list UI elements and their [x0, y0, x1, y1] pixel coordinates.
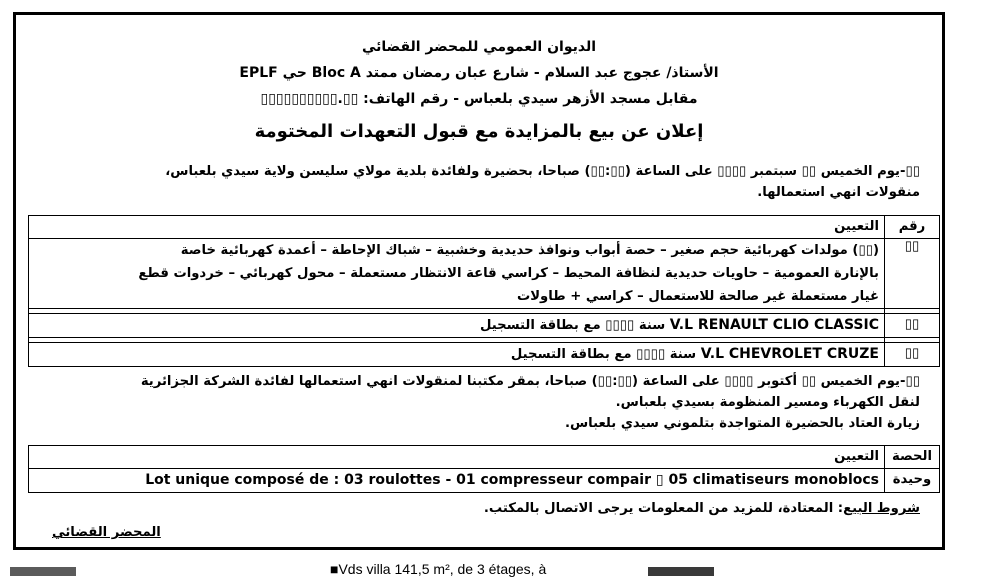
- sale-conditions: [34, 501, 920, 516]
- office-name: الديوان العمومي للمحضر القضائي: [361, 39, 597, 55]
- row-num: ▯▯: [885, 314, 940, 338]
- vehicle-year: سنة ▯▯▯▯ مع بطاقة التسجيل: [479, 318, 666, 333]
- sale2-intro: [34, 371, 920, 434]
- conditions-label: شروط البيع: [843, 501, 920, 516]
- sale1-table: [28, 215, 940, 367]
- row-num: ▯▯: [885, 343, 940, 367]
- row-desc-line: بالإنارة العمومية – حاويات حديدية لنظافة المحيط – كراسي قاعة الانتظار مستعملة – محول كهربائي – خردوات قطع: [138, 266, 879, 281]
- signature: المحضر القضائي: [52, 525, 161, 540]
- row-desc: [29, 343, 885, 367]
- row-desc-line: غيار مستعملة غير صالحة للاستعمال – كراسي + طاولات: [516, 289, 879, 304]
- col-num-header: رقم: [885, 216, 940, 239]
- vehicle-model: V.L CHEVROLET CRUZE: [700, 346, 879, 362]
- adjacent-ad-block: [10, 567, 76, 576]
- adjacent-ad-block: [648, 567, 714, 576]
- lot-description: Lot unique composé de : 03 roulottes - 01 compresseur compair ▯ 05 climatiseurs monoblocs: [145, 472, 879, 488]
- col-desc-header: التعيين: [29, 446, 885, 469]
- vehicle-year: سنة ▯▯▯▯ مع بطاقة التسجيل: [510, 347, 697, 362]
- sale1-line1: ▯▯-يوم الخميس ▯▯ سبتمبر ▯▯▯▯ على الساعة (▯▯:▯▯) صباحا، بحضيرة ولفائدة بلدية مولاي سليسن ولاية سيدي بلعباس،: [165, 164, 920, 179]
- table-row: [29, 314, 940, 338]
- row-desc-line: (▯▯) مولدات كهربائية حجم صغير – حصة أبواب ونوافذ حديدية وخشبية – شباك الإحاطة – أعمدة كهربائية خاصة: [180, 243, 879, 258]
- sale2-table: [28, 445, 940, 493]
- col-desc-header: التعيين: [29, 216, 885, 239]
- office-phone: مقابل مسجد الأزهر سيدي بلعباس - رقم الهاتف: ▯▯.▯▯▯▯▯▯▯▯▯▯: [260, 91, 698, 107]
- lot-desc: [29, 469, 885, 493]
- row-num: ▯▯: [885, 239, 940, 309]
- table-row: [29, 343, 940, 367]
- notice-title: إعلان عن بيع بالمزايدة مع قبول التعهدات المختومة: [254, 121, 704, 142]
- office-address: الأستاذ/ عجوج عبد السلام - شارع عبان رمضان ممتد Bloc A حي EPLF: [239, 65, 719, 81]
- table-row: [29, 239, 940, 309]
- sale2-line1: ▯▯-يوم الخميس ▯▯ أكتوبر ▯▯▯▯ على الساعة (▯▯:▯▯) صباحا، بمقر مكتبنا لمنقولات انهي استعمالها لفائدة الشركة الجزائرية: [140, 374, 920, 389]
- sale2-line3: زيارة العتاد بالحضيرة المتواجدة بتلموني سيدي بلعباس.: [564, 416, 920, 431]
- vehicle-model: V.L RENAULT CLIO CLASSIC: [669, 317, 879, 333]
- adjacent-ad-teaser: ■Vds villa 141,5 m², de 3 étages, à: [330, 561, 547, 577]
- col-lot-header: الحصة: [885, 446, 940, 469]
- lot-num: وحيدة: [885, 469, 940, 493]
- row-desc: [29, 314, 885, 338]
- sale1-line2: منقولات انهي استعمالها.: [757, 185, 920, 200]
- row-desc: [29, 239, 885, 309]
- table-row: [29, 469, 940, 493]
- conditions-text: : المعتادة، للمزيد من المعلومات يرجى الاتصال بالمكتب.: [483, 501, 844, 516]
- sale1-intro: [34, 161, 920, 203]
- sale2-line2: لنقل الكهرباء ومسير المنظومة بسيدي بلعباس.: [615, 395, 920, 410]
- legal-notice-ad: [13, 12, 945, 550]
